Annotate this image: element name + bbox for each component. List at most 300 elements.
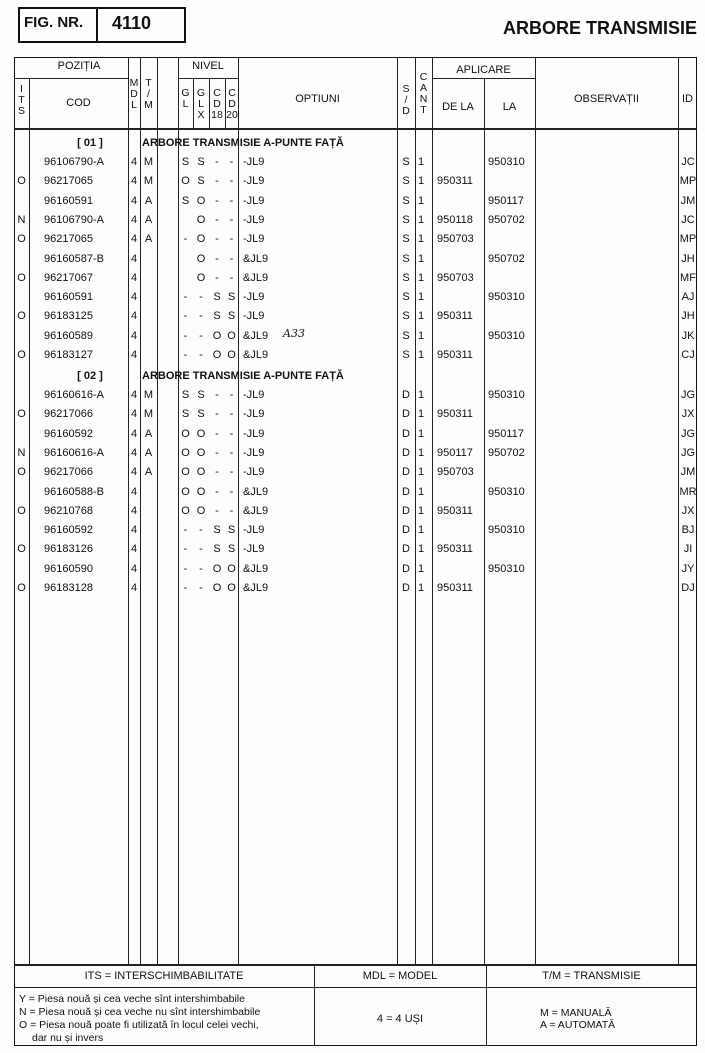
cell-mdl: 4 (130, 156, 138, 168)
cell-cant: 1 (418, 271, 425, 284)
cell-gl: - (183, 582, 188, 594)
cell-opt: -JL9 (243, 524, 265, 537)
cell-mdl: 4 (130, 252, 138, 265)
cell-cd20: O (227, 349, 236, 361)
cell-opt: -JL9 (243, 194, 265, 207)
cell-sd: S (402, 213, 410, 226)
cell-glx: O (196, 446, 206, 459)
cell-la: 950310 (488, 524, 525, 537)
cell-gl: O (181, 446, 190, 459)
cell-cant: 1 (418, 213, 425, 226)
cell-id: MP (679, 175, 697, 188)
cell-glx: - (199, 582, 203, 594)
cell-glx: O (196, 271, 206, 284)
cell-gl: O (181, 175, 190, 188)
cell-cd20: - (229, 504, 234, 517)
cell-la: 950702 (488, 252, 525, 265)
cell-cd18: S (213, 310, 221, 323)
cell-cd18: - (215, 175, 219, 188)
cell-opt: &JL9 (243, 562, 269, 575)
cell-de-la: 950311 (437, 175, 473, 188)
figure-box-divider (96, 7, 98, 43)
cell-la: 950310 (488, 329, 525, 342)
cell-cod: 96210768 (44, 504, 93, 517)
cell-cod: 96217067 (44, 271, 93, 284)
cell-cant: 1 (418, 504, 425, 517)
cell-opt: &JL9 (243, 329, 269, 342)
cell-glx: S (197, 389, 205, 401)
cell-de-la: 950703 (437, 466, 474, 479)
cell-mdl: 4 (130, 524, 138, 537)
cell-its: O (17, 543, 26, 556)
cell-mdl: 4 (130, 543, 138, 556)
header-optiuni: OPTIUNI (295, 93, 340, 105)
cell-tm: A (144, 466, 153, 479)
cell-sd: D (402, 582, 410, 594)
cell-id: AJ (681, 291, 695, 304)
legend-its-line: N = Piesa nouă și cea veche nu sînt intershimbabile (19, 1006, 261, 1018)
cell-cod: 96217066 (44, 466, 93, 479)
cell-sd: D (402, 543, 410, 556)
cell-sd: S (402, 271, 410, 284)
cell-cod: 96160591 (44, 291, 93, 304)
cell-cd20: - (229, 408, 234, 421)
cell-cant: 1 (418, 485, 425, 498)
cell-cant: 1 (418, 562, 425, 575)
cell-de-la: 950311 (437, 349, 473, 361)
cell-opt: &JL9 (243, 582, 269, 594)
cell-cod: 96183128 (44, 582, 93, 594)
cell-gl: - (183, 291, 188, 304)
cell-mdl: 4 (130, 310, 138, 323)
cell-id: JX (681, 504, 695, 517)
legend-top-line (14, 964, 697, 966)
header-cd18: C D 18 (211, 87, 223, 121)
header-sd: S / D (402, 83, 410, 117)
cell-id: JK (681, 329, 695, 342)
cell-cant: 1 (418, 427, 425, 440)
cell-la: 950117 (488, 427, 524, 440)
cell-glx: O (196, 213, 206, 226)
cell-cant: 1 (418, 543, 425, 556)
cell-mdl: 4 (130, 213, 138, 226)
cell-la: 950310 (488, 485, 525, 498)
cell-id: JX (681, 408, 695, 421)
cell-gl: O (181, 427, 190, 440)
cell-cant: 1 (418, 252, 425, 265)
legend-tm-title: T/M = TRANSMISIE (542, 970, 641, 982)
header-aplicare: APLICARE (456, 64, 511, 76)
cell-opt: -JL9 (243, 446, 265, 459)
col-line-its (29, 78, 30, 964)
legend-tm-line: M = MANUALĂ (540, 1007, 612, 1019)
cell-gl: S (181, 408, 190, 421)
cell-cd18: - (215, 408, 219, 421)
cell-la: 950702 (488, 213, 525, 226)
cell-cant: 1 (418, 446, 425, 459)
cell-opt: -JL9 (243, 213, 265, 226)
header-its: I T S (17, 83, 25, 117)
cell-opt: -JL9 (243, 291, 265, 304)
cell-glx: O (196, 194, 206, 207)
cell-cod: 96160590 (44, 562, 93, 575)
header-mdl: M D L (129, 77, 139, 111)
cell-gl: S (181, 156, 190, 168)
cell-cd20: - (229, 233, 234, 246)
cell-mdl: 4 (130, 175, 138, 188)
cell-gl: O (181, 485, 190, 498)
cell-tm: A (144, 213, 153, 226)
cell-sd: S (402, 349, 410, 361)
cell-cd20: O (227, 582, 236, 594)
cell-la: 950702 (488, 446, 525, 459)
cell-sd: S (402, 175, 410, 188)
header-line-pozitia (14, 78, 128, 79)
cell-cd18: - (215, 504, 219, 517)
header-observatii: OBSERVAȚII (573, 93, 639, 105)
cell-mdl: 4 (130, 271, 138, 284)
cell-mdl: 4 (130, 466, 138, 479)
cell-de-la: 950703 (437, 271, 474, 284)
cell-cod: 96160589 (44, 329, 93, 342)
cell-la: 950310 (488, 156, 525, 168)
cell-sd: S (402, 194, 410, 207)
cell-opt: -JL9 (243, 389, 265, 401)
header-de-la: DE LA (442, 101, 474, 113)
cell-sd: S (402, 252, 410, 265)
cell-mdl: 4 (130, 329, 138, 342)
cell-tm: A (144, 194, 153, 207)
cell-sd: D (402, 427, 410, 440)
legend-its-line: Y = Piesa nouă și cea veche sînt intershimbabile (19, 993, 245, 1005)
cell-sd: D (402, 446, 410, 459)
cell-mdl: 4 (130, 582, 138, 594)
cell-cod: 96160587-B (44, 252, 104, 265)
cell-mdl: 4 (130, 562, 138, 575)
cell-glx: S (197, 408, 205, 421)
cell-cd18: S (213, 543, 221, 556)
cell-id: JI (683, 543, 693, 556)
cell-id: DJ (681, 582, 695, 594)
cell-cd18: - (215, 213, 219, 226)
cell-gl: - (183, 543, 188, 556)
legend-its-line: dar nu și invers (32, 1032, 104, 1044)
header-line-nivel (178, 78, 238, 79)
cell-tm: M (143, 175, 154, 188)
cell-mdl: 4 (130, 504, 138, 517)
cell-mdl: 4 (130, 427, 138, 440)
cell-cd18: - (215, 485, 219, 498)
cell-opt: -JL9 (243, 427, 265, 440)
cell-id: MP (679, 233, 697, 246)
cell-opt: &JL9 (243, 349, 269, 361)
cell-sd: S (402, 310, 410, 323)
cell-cod: 96160616-A (44, 389, 104, 401)
cell-mdl: 4 (130, 389, 138, 401)
col-line-sd (415, 57, 416, 964)
cell-its: O (17, 582, 26, 594)
cell-cod: 96183125 (44, 310, 93, 323)
cell-cant: 1 (418, 175, 425, 188)
legend-title-line (14, 987, 697, 988)
cell-opt: -JL9 (243, 156, 265, 168)
cell-cd20: - (229, 427, 234, 440)
header-line-aplicare (432, 78, 535, 79)
cell-opt: -JL9 (243, 466, 265, 479)
cell-its: O (17, 271, 26, 284)
cell-cd20: - (229, 213, 234, 226)
cell-id: JC (681, 156, 695, 168)
cell-cod: 96217065 (44, 175, 93, 188)
figure-label: FIG. NR. (24, 14, 84, 31)
cell-sd: S (402, 233, 410, 246)
legend-mdl-title: MDL = MODEL (362, 970, 438, 982)
cell-cant: 1 (418, 466, 425, 479)
cell-sd: S (402, 291, 410, 304)
cell-cod: 96183127 (44, 349, 93, 361)
cell-cd20: - (229, 485, 234, 498)
cell-cd18: O (212, 582, 222, 594)
cell-glx: O (196, 233, 206, 246)
cell-cd20: - (229, 175, 234, 188)
cell-id: JM (680, 466, 696, 479)
header-cant: C A N T (419, 71, 428, 116)
cell-cant: 1 (418, 329, 425, 342)
cell-glx: S (197, 175, 205, 188)
cell-id: MR (679, 485, 697, 498)
cell-its: O (17, 408, 26, 421)
legend-its-line: O = Piesa nouă poate fi utilizată în locul celei vechi, (19, 1019, 259, 1031)
cell-cant: 1 (418, 310, 425, 323)
cell-glx: O (196, 485, 206, 498)
cell-id: JH (681, 252, 695, 265)
cell-cd18: O (212, 349, 222, 361)
cell-its: O (17, 310, 26, 323)
cell-glx: - (199, 543, 203, 556)
cell-la: 950310 (488, 291, 525, 304)
cell-cd20: - (229, 194, 234, 207)
section-title: ARBORE TRANSMISIE A-PUNTE FAȚĂ (142, 370, 344, 382)
cell-cod: 96106790-A (44, 213, 104, 226)
cell-de-la: 950311 (437, 582, 473, 594)
header-bottom-line (14, 128, 697, 130)
cell-its: N (17, 446, 26, 459)
cell-de-la: 950703 (437, 233, 474, 246)
cell-glx: S (197, 156, 205, 168)
cell-id: JG (680, 446, 696, 459)
col-line-la (535, 57, 536, 964)
cell-glx: - (199, 349, 203, 361)
col-line-dela (484, 78, 485, 964)
cell-cd20: O (227, 329, 236, 342)
cell-id: JY (681, 562, 695, 575)
cell-id: JG (680, 389, 696, 401)
cell-cd20: S (227, 524, 236, 537)
cell-cd18: - (215, 446, 219, 459)
header-tm: T / M (144, 77, 153, 111)
cell-sd: D (402, 466, 410, 479)
cell-cd20: - (229, 156, 234, 168)
cell-cd20: S (227, 543, 236, 556)
cell-gl: S (181, 194, 190, 207)
cell-mdl: 4 (130, 291, 138, 304)
cell-glx: O (196, 427, 206, 440)
cell-mdl: 4 (130, 446, 138, 459)
cell-sd: D (402, 389, 410, 401)
cell-gl: - (183, 310, 188, 323)
cell-cod: 96217065 (44, 233, 93, 246)
cell-cant: 1 (418, 524, 425, 537)
cell-opt: -JL9 (243, 543, 265, 556)
cell-cd18: - (215, 271, 219, 284)
cell-cd18: S (213, 291, 221, 304)
cell-sd: D (402, 504, 410, 517)
cell-its: O (17, 233, 26, 246)
cell-sd: S (402, 156, 410, 168)
cell-opt: &JL9 (243, 485, 269, 498)
cell-cd18: O (212, 562, 222, 575)
cell-opt: &JL9 (243, 504, 269, 517)
cell-cod: 96106790-A (44, 156, 104, 168)
cell-cod: 96160592 (44, 427, 93, 440)
cell-sd: D (402, 562, 410, 575)
cell-de-la: 950311 (437, 408, 473, 421)
cell-cant: 1 (418, 389, 425, 401)
legend-mdl-value: 4 = 4 UȘI (376, 1013, 424, 1025)
cell-cod: 96160588-B (44, 485, 104, 498)
cell-glx: - (199, 562, 203, 575)
section-index: [ 01 ] (77, 137, 103, 149)
legend-its-title: ITS = INTERSCHIMBABILITATE (84, 970, 244, 982)
cell-cd18: S (213, 524, 221, 537)
cell-glx: - (199, 524, 203, 537)
cell-gl: S (181, 389, 190, 401)
col-line-nivel (238, 57, 239, 964)
cell-mdl: 4 (130, 408, 138, 421)
cell-sd: D (402, 485, 410, 498)
cell-mdl: 4 (130, 233, 138, 246)
cell-cod: 96160616-A (44, 446, 104, 459)
cell-opt: &JL9 (243, 252, 269, 265)
cell-tm: A (144, 427, 153, 440)
cell-cant: 1 (418, 156, 425, 168)
cell-glx: - (199, 329, 203, 342)
cell-sd: D (402, 408, 410, 421)
page-title: ARBORE TRANSMISIE (502, 18, 697, 38)
cell-cod: 96160591 (44, 194, 93, 207)
cell-cd18: - (215, 466, 219, 479)
cell-id: CJ (681, 349, 695, 361)
cell-cd18: - (215, 389, 219, 401)
cell-la: 950310 (488, 389, 525, 401)
cell-tm: M (143, 408, 154, 421)
section-title: ARBORE TRANSMISIE A-PUNTE FAȚĂ (142, 137, 344, 149)
cell-sd: D (402, 524, 410, 537)
cell-de-la: 950311 (437, 310, 473, 323)
cell-cd18: - (215, 252, 219, 265)
cell-tm: M (143, 389, 154, 401)
cell-gl: - (183, 233, 188, 246)
cell-cant: 1 (418, 582, 425, 594)
cell-cd18: - (215, 156, 219, 168)
cell-cd20: - (229, 252, 234, 265)
cell-opt: -JL9 (243, 408, 265, 421)
cell-gl: - (183, 524, 188, 537)
col-line-cant (432, 57, 433, 964)
cell-opt: &JL9 (243, 271, 269, 284)
cell-its: O (17, 504, 26, 517)
cell-la: 950117 (488, 194, 524, 207)
cell-id: JG (680, 427, 696, 440)
header-cod: COD (66, 97, 91, 109)
cell-id: JC (681, 213, 695, 226)
cell-cd20: S (227, 310, 236, 323)
cell-glx: O (196, 466, 206, 479)
cell-id: JH (681, 310, 695, 323)
legend-tm-line: A = AUTOMATĂ (540, 1019, 616, 1031)
cell-its: O (17, 349, 26, 361)
cell-mdl: 4 (130, 194, 138, 207)
cell-opt: -JL9 (243, 310, 265, 323)
cell-gl: - (183, 349, 188, 361)
cell-cod: 96183126 (44, 543, 93, 556)
section-index: [ 02 ] (77, 370, 103, 382)
cell-cant: 1 (418, 233, 425, 246)
cell-cd20: - (229, 389, 234, 401)
cell-glx: - (199, 310, 203, 323)
col-line-tm (157, 57, 158, 964)
cell-mdl: 4 (130, 485, 138, 498)
header-cd20: C D 20 (226, 87, 238, 121)
cell-gl: - (183, 329, 188, 342)
header-gl: G L (181, 87, 190, 110)
cell-cant: 1 (418, 194, 425, 207)
cell-cod: 96217066 (44, 408, 93, 421)
cell-cd18: - (215, 427, 219, 440)
cell-gl: O (181, 504, 190, 517)
cell-sd: S (402, 329, 410, 342)
cell-cd18: O (212, 329, 222, 342)
cell-cant: 1 (418, 408, 425, 421)
cell-cant: 1 (418, 291, 425, 304)
cell-cd20: - (229, 446, 234, 459)
header-pozitia: POZIȚIA (57, 60, 101, 72)
cell-cod: 96160592 (44, 524, 93, 537)
cell-cd18: - (215, 194, 219, 207)
cell-opt: -JL9 (243, 233, 265, 246)
cell-its: O (17, 175, 26, 188)
cell-id: MF (680, 271, 696, 284)
cell-de-la: 950118 (437, 213, 473, 226)
cell-cant: 1 (418, 349, 425, 361)
cell-id: BJ (681, 524, 695, 537)
cell-glx: O (196, 504, 206, 517)
handwritten-note: A33 (283, 326, 305, 340)
cell-opt: -JL9 (243, 175, 265, 188)
header-glx: G L X (196, 87, 206, 121)
cell-glx: - (199, 291, 203, 304)
cell-tm: M (143, 156, 154, 168)
cell-tm: A (144, 233, 153, 246)
cell-mdl: 4 (130, 349, 138, 361)
cell-gl: O (181, 466, 190, 479)
header-nivel: NIVEL (192, 60, 224, 72)
cell-its: O (17, 466, 26, 479)
cell-de-la: 950117 (437, 446, 473, 459)
header-la: LA (502, 101, 517, 113)
figure-number: 4110 (112, 13, 152, 33)
header-id: ID (682, 93, 693, 105)
